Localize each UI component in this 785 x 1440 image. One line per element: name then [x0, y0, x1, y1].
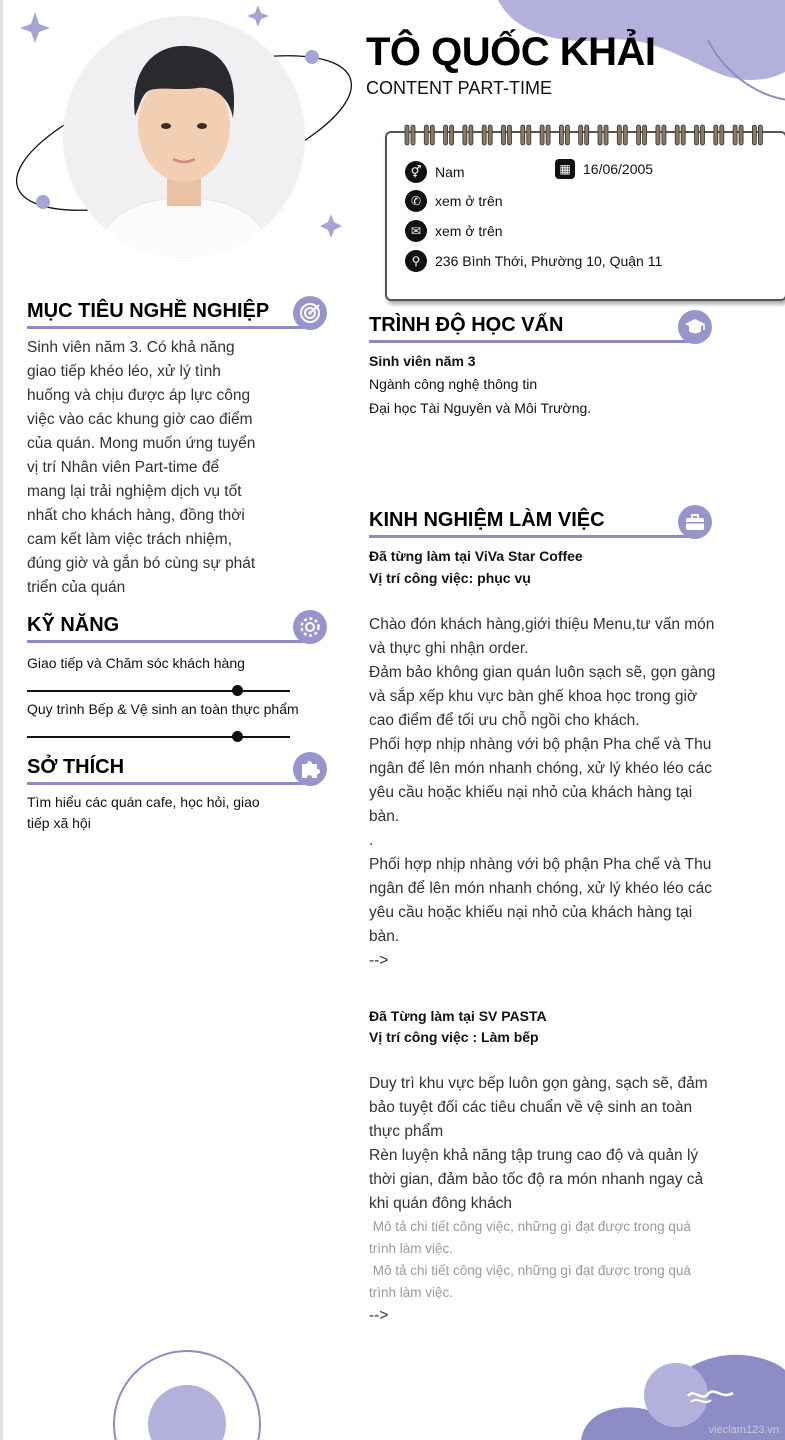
briefcase-icon — [678, 505, 712, 539]
gender-icon: ⚥ — [405, 161, 427, 183]
objective-line: Sinh viên năm 3. Có khả năng — [27, 339, 235, 356]
job-1-line: . — [369, 832, 374, 849]
address-row — [405, 250, 662, 272]
envelope-icon: ✉ — [405, 220, 427, 242]
job-1-position: Vị trí công việc: phục vụ — [369, 570, 531, 586]
education-title: TRÌNH ĐỘ HỌC VẤN — [369, 314, 564, 336]
bottom-left-circles — [103, 1340, 273, 1440]
spiral-ring — [643, 125, 647, 145]
spiral-ring — [623, 125, 627, 145]
spiral-ring — [488, 125, 492, 145]
skill-2-level — [232, 731, 243, 742]
spiral-ring — [521, 125, 525, 145]
spiral-ring — [733, 125, 737, 145]
skill-2-label: Quy trình Bếp & Vệ sinh an toàn thực phẩm — [27, 701, 299, 717]
job-1-line: yêu cầu hoặc khiếu nại nhỏ của khách hàng tại — [369, 784, 693, 801]
skills-title: KỸ NĂNG — [27, 614, 120, 636]
job-2-end-marker: --> — [369, 1307, 389, 1324]
skill-2-bar — [27, 736, 290, 738]
address-value: 236 Bình Thới, Phường 10, Quận 11 — [435, 253, 663, 269]
job-2-placeholder-line: Mô tả chi tiết công việc, những gì đạt được trong quá — [369, 1263, 691, 1278]
spiral-ring — [681, 125, 685, 145]
hobby-line: Tìm hiểu các quán cafe, học hỏi, giao — [27, 794, 260, 810]
info-card — [385, 131, 785, 301]
job-1-line: --> — [369, 952, 389, 969]
spiral-ring — [598, 125, 602, 145]
hobbies-underline — [27, 782, 303, 785]
job-2-placeholder-line: trình làm việc. — [369, 1241, 454, 1256]
education-level: Sinh viên năm 3 — [369, 353, 476, 369]
job-title: CONTENT PART-TIME — [366, 78, 553, 98]
dob-row — [555, 159, 653, 179]
puzzle-icon — [293, 752, 327, 786]
spiral-ring — [463, 125, 467, 145]
job-2-line: thời gian, đảm bảo tốc độ ra món nhanh ngay cả — [369, 1171, 704, 1188]
gender-value: Nam — [435, 164, 465, 180]
spiral-ring — [714, 125, 718, 145]
spiral-ring — [411, 125, 415, 145]
job-2-lines — [369, 1072, 739, 1216]
skill-1-bar — [27, 690, 290, 692]
education-underline — [369, 340, 689, 343]
skill-1-label: Giao tiếp và Chăm sóc khách hàng — [27, 655, 245, 671]
job-1-lines — [369, 613, 739, 973]
dob-value: 16/06/2005 — [583, 161, 654, 177]
objective-line: giao tiếp khéo léo, xử lý tình — [27, 363, 221, 380]
person-photo — [63, 16, 305, 258]
experience-underline — [369, 535, 689, 538]
spiral-ring — [662, 125, 666, 145]
spiral-ring — [546, 125, 550, 145]
spiral-ring — [701, 125, 705, 145]
objective-line: huống và chịu được áp lực công — [27, 387, 251, 404]
spiral-ring — [502, 125, 506, 145]
spiral-ring — [565, 125, 569, 145]
spiral-ring — [695, 125, 699, 145]
spiral-ring — [430, 125, 434, 145]
skill-1-level — [232, 685, 243, 696]
spiral-ring — [469, 125, 473, 145]
hobbies-text — [27, 792, 289, 834]
objective-line: triển của quán — [27, 579, 126, 596]
phone-value: xem ở trên — [435, 193, 503, 209]
spiral-ring — [720, 125, 724, 145]
spiral-ring — [450, 125, 454, 145]
objective-line: của quán. Mong muốn ứng tuyển — [27, 435, 256, 452]
job-1-line: cao điểm để tối ưu chỗ ngồi cho khách. — [369, 712, 640, 729]
hobby-line: tiếp xã hội — [27, 815, 91, 831]
location-pin-icon: ⚲ — [405, 250, 427, 272]
hobby-lines — [27, 792, 289, 834]
job-2-placeholder — [369, 1216, 739, 1304]
job-1-line: Chào đón khách hàng,giới thiệu Menu,tư vấn món — [369, 616, 715, 633]
objective-text — [27, 336, 268, 600]
job-1-line: và sắp xếp khu vực bàn ghế khoa học trong giờ — [369, 688, 698, 705]
job-1-line: Đảm bảo không gian quán luôn sạch sẽ, gọn gàng — [369, 664, 716, 681]
job-1-line: và thực ghi nhận order. — [369, 640, 529, 657]
job-1-line: bàn. — [369, 808, 400, 825]
job-1-place: Đã từng làm tại ViVa Star Coffee — [369, 548, 583, 564]
job-1-description — [369, 613, 739, 973]
job-2-placeholder-line: Mô tả chi tiết công việc, những gì đạt được trong quá — [369, 1219, 691, 1234]
education-major: Ngành công nghệ thông tin — [369, 376, 538, 392]
spiral-ring — [656, 125, 660, 145]
spiral-ring — [758, 125, 762, 145]
job-1-line: ngân để lên món nhanh chóng, xử lý khéo léo các — [369, 760, 712, 777]
spiral-ring — [540, 125, 544, 145]
phone-row — [405, 190, 503, 212]
target-icon — [293, 296, 327, 330]
watermark: vieclam123.vn — [708, 1424, 779, 1436]
avatar — [63, 16, 305, 258]
objective-lines — [27, 336, 268, 600]
hobbies-title: SỞ THÍCH — [27, 756, 125, 778]
job-1-line: Phối hợp nhịp nhàng với bộ phận Pha chế và Thu — [369, 736, 712, 753]
job-1-line: ngân để lên món nhanh chóng, xử lý khéo léo các — [369, 880, 712, 897]
job-2-line: Duy trì khu vực bếp luôn gọn gàng, sạch sẽ, đảm — [369, 1075, 708, 1092]
phone-icon: ✆ — [405, 190, 427, 212]
spiral-ring — [637, 125, 641, 145]
spiral-ring — [617, 125, 621, 145]
spiral-ring — [482, 125, 486, 145]
spiral-ring — [579, 125, 583, 145]
job-2-line: Rèn luyện khả năng tập trung cao độ và quản lý — [369, 1147, 699, 1164]
spiral-ring — [585, 125, 589, 145]
email-row — [405, 220, 503, 242]
job-2-line: thực phẩm — [369, 1123, 444, 1140]
spiral-ring — [559, 125, 563, 145]
job-2-placeholder-lines — [369, 1216, 739, 1304]
spiral-ring — [752, 125, 756, 145]
education-school: Đại học Tài Nguyên và Môi Trường. — [369, 400, 592, 416]
experience-title: KINH NGHIỆM LÀM VIỆC — [369, 509, 605, 531]
spiral-ring — [604, 125, 608, 145]
objective-underline — [27, 326, 303, 329]
job-2-line: khi quán đông khách — [369, 1195, 513, 1212]
spiral-ring — [405, 125, 409, 145]
email-value: xem ở trên — [435, 223, 503, 239]
skills-underline — [27, 640, 303, 643]
job-2-description — [369, 1072, 739, 1216]
job-2-line: bảo tuyệt đối các tiêu chuẩn về vệ sinh an toàn — [369, 1099, 693, 1116]
spiral-ring — [444, 125, 448, 145]
gear-icon — [293, 610, 327, 644]
objective-line: đúng giờ và gắn bó cùng sự phát — [27, 555, 256, 572]
job-1-line: Phối hợp nhịp nhàng với bộ phận Pha chế và Thu — [369, 856, 712, 873]
objective-line: mang lại trải nghiệm dịch vụ tốt — [27, 483, 242, 500]
objective-line: vị trí Nhân viên Part-time để — [27, 459, 220, 476]
objective-title: MỤC TIÊU NGHỀ NGHIỆP — [27, 300, 270, 322]
notepad-spiral — [401, 123, 771, 149]
candidate-name: TÔ QUỐC KHẢI — [366, 30, 656, 74]
spiral-ring — [508, 125, 512, 145]
objective-line: việc vào các khung giờ cao điểm — [27, 411, 253, 428]
spiral-ring — [675, 125, 679, 145]
graduation-cap-icon — [678, 310, 712, 344]
job-1-line: yêu cầu hoặc khiếu nại nhỏ của khách hàng tại — [369, 904, 693, 921]
objective-line: cam kết làm việc trách nhiệm, — [27, 531, 233, 548]
spiral-ring — [527, 125, 531, 145]
calendar-icon: ▦ — [555, 159, 575, 179]
job-2-place: Đã Từng làm tại SV PASTA — [369, 1008, 547, 1024]
job-2-placeholder-line: trình làm việc. — [369, 1285, 454, 1300]
spiral-ring — [424, 125, 428, 145]
spiral-ring — [739, 125, 743, 145]
job-2-position: Vị trí công việc : Làm bếp — [369, 1029, 539, 1045]
job-1-line: bàn. — [369, 928, 400, 945]
objective-line: nhất cho khách hàng, đồng thời — [27, 507, 245, 524]
gender-row — [405, 161, 465, 183]
